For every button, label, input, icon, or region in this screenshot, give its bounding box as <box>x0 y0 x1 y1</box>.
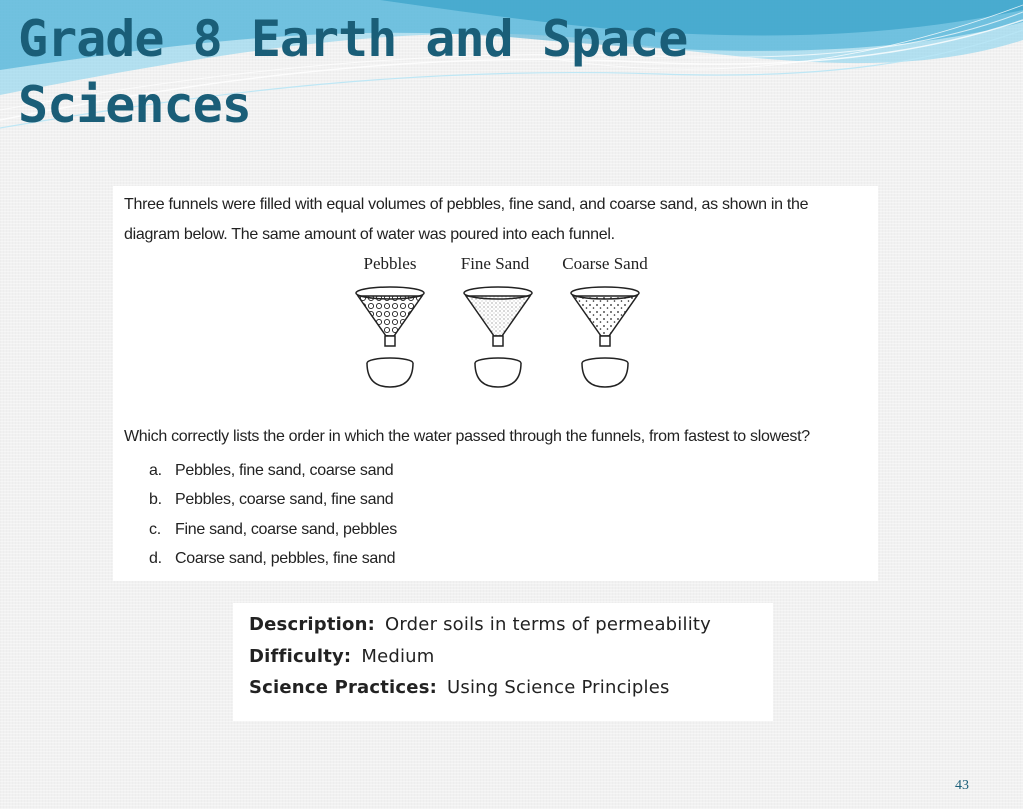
answer-text: Pebbles, fine sand, coarse sand <box>175 462 394 479</box>
difficulty-label: Difficulty: <box>249 646 352 667</box>
description-value: Order soils in terms of permeability <box>385 614 712 635</box>
answer-option-b <box>149 491 393 509</box>
answer-letter: c. <box>149 521 161 538</box>
science-practices-value: Using Science Principles <box>447 677 670 698</box>
answer-text: Fine sand, coarse sand, pebbles <box>175 521 397 538</box>
question-intro-line-1: Three funnels were filled with equal volumes of pebbles, fine sand, and coarse sand, as shown in the <box>124 196 809 213</box>
coarse-sand-funnel <box>571 287 639 346</box>
pebbles-cup <box>367 358 413 387</box>
answer-option-a <box>149 462 393 480</box>
funnels-illustration <box>343 254 663 404</box>
answer-letter: b. <box>149 491 162 508</box>
question-card <box>113 186 878 581</box>
funnel-label-coarse-sand: Coarse Sand <box>562 254 648 273</box>
page-number: 43 <box>955 778 969 793</box>
funnel-label-fine-sand: Fine Sand <box>460 254 530 273</box>
description-line <box>249 614 711 635</box>
fine-sand-cup <box>475 358 521 387</box>
answer-letter: a. <box>149 462 162 479</box>
difficulty-line <box>249 646 435 667</box>
fine-sand-funnel <box>464 287 532 346</box>
description-label: Description: <box>249 614 376 635</box>
question-intro-line-2: diagram below. The same amount of water was poured into each funnel. <box>124 226 615 243</box>
funnel-diagram <box>343 254 663 404</box>
funnel-label-pebbles: Pebbles <box>363 254 417 273</box>
slide-title: Grade 8 Earth and Space Sciences <box>18 10 688 134</box>
science-practices-label: Science Practices: <box>249 677 438 698</box>
science-practices-line <box>249 677 670 698</box>
answer-option-d <box>149 550 395 568</box>
answer-text: Coarse sand, pebbles, fine sand <box>175 550 396 567</box>
question-prompt: Which correctly lists the order in which the water passed through the funnels, from fastest to slowest? <box>124 428 810 445</box>
answer-text: Pebbles, coarse sand, fine sand <box>175 491 394 508</box>
difficulty-value: Medium <box>361 646 435 667</box>
answer-letter: d. <box>149 550 162 567</box>
item-metadata-card <box>233 603 773 721</box>
pebbles-funnel <box>356 287 424 346</box>
answer-option-c <box>149 521 397 539</box>
coarse-sand-cup <box>582 358 628 387</box>
